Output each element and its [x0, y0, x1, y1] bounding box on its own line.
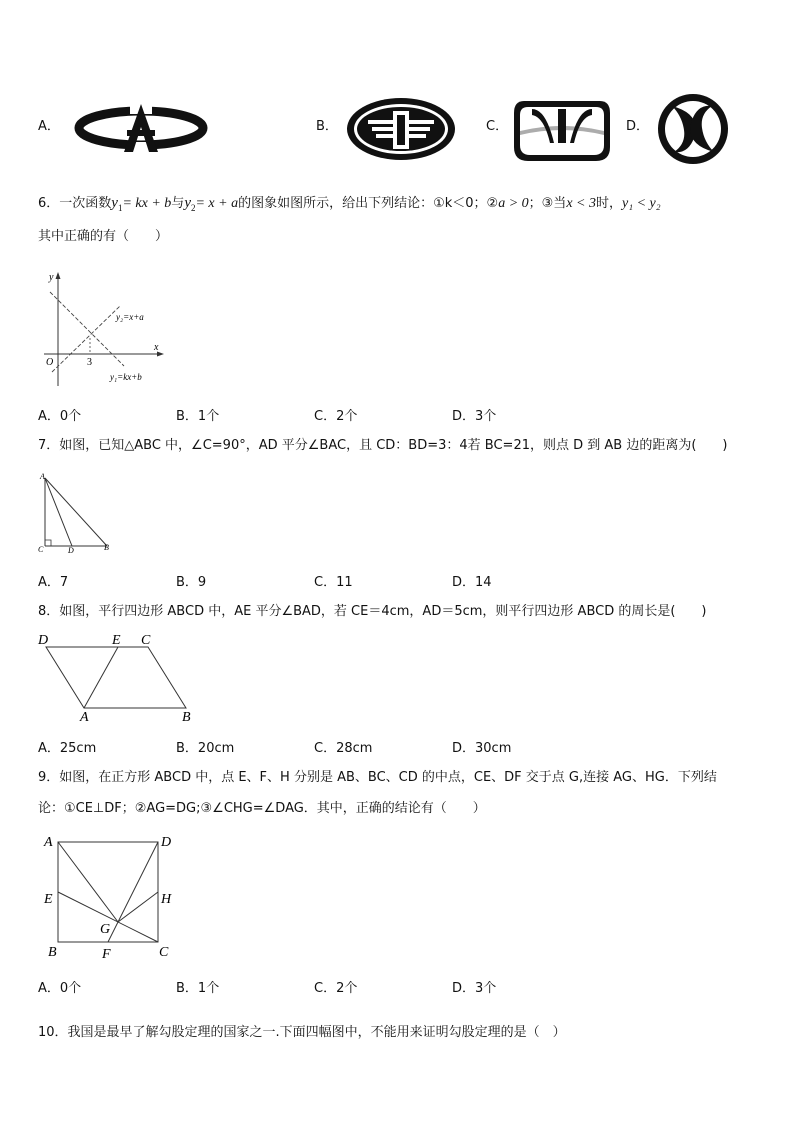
label-b: B	[182, 710, 191, 725]
label-f: F	[102, 947, 111, 962]
x-axis-label: x	[154, 342, 159, 353]
label-c: C	[38, 545, 44, 554]
q7-stem: 7．如图，已知△ABC 中，∠C=90°，AD 平分∠BAC，且 CD：BD=3：4若 BC=21，则点 D 到 AB 边的距离为( )	[38, 438, 728, 453]
q8-option-b[interactable]: B．20cm	[176, 741, 235, 756]
q6-option-a[interactable]: A．0个	[38, 409, 82, 424]
q6-option-b[interactable]: B．1个	[176, 409, 220, 424]
q6-stem-line2: 其中正确的有（ ）	[38, 229, 169, 244]
label-e: E	[44, 892, 53, 907]
q6-stem-line1: 6．一次函数$y_1=$ kx + b与$y_2= x + a$的图象如图所示，给出下列结论：①k＜0；②a > 0；③当x < 3时，y₁ < y₂	[38, 195, 661, 213]
origin-label: O	[46, 357, 54, 368]
q9-square-figure	[38, 830, 180, 964]
dongfeng-logo-icon	[654, 92, 732, 166]
q7-option-b[interactable]: B．9	[176, 575, 207, 590]
q10-stem: 10．我国是最早了解勾股定理的国家之一.下面四幅图中，不能用来证明勾股定理的是（ ）	[38, 1025, 566, 1040]
q8-option-d[interactable]: D．30cm	[452, 741, 512, 756]
line-y2	[52, 306, 120, 372]
q9-stem-line2: 论：①CE⊥DF；②AG=DG;③∠CHG=∠DAG．其中，正确的结论有（ ）	[38, 801, 486, 816]
label-a: A	[80, 710, 89, 725]
label-d: D	[68, 546, 74, 555]
q9-option-d[interactable]: D．3个	[452, 981, 497, 996]
q7-triangle-figure	[34, 470, 120, 556]
label-a: A	[44, 835, 53, 850]
q5-option-b-label: B．	[316, 119, 338, 134]
tick-3-label: 3	[87, 357, 92, 368]
faw-logo-icon	[344, 95, 458, 163]
label-g: G	[100, 922, 111, 937]
q8-option-c[interactable]: C．28cm	[314, 741, 373, 756]
y-axis-label: y	[49, 272, 54, 283]
q5-option-a-label: A．	[38, 119, 60, 134]
baic-logo-icon	[510, 95, 614, 165]
label-c: C	[141, 633, 151, 648]
label-e: E	[112, 633, 121, 648]
q9-option-b[interactable]: B．1个	[176, 981, 220, 996]
q7-option-c[interactable]: C．11	[314, 575, 353, 590]
q7-option-a[interactable]: A．7	[38, 575, 69, 590]
q5-option-d-label: D．	[626, 119, 650, 134]
q6-function-graph	[36, 268, 176, 392]
label-b: B	[48, 945, 57, 960]
label-d: D	[38, 633, 49, 648]
label-d: D	[161, 835, 172, 850]
q5-option-c-label: C．	[486, 119, 509, 134]
q6-option-d[interactable]: D．3个	[452, 409, 497, 424]
q8-parallelogram-figure	[34, 630, 200, 726]
q9-option-a[interactable]: A．0个	[38, 981, 82, 996]
line-y2-label: y₂=x+a	[116, 312, 144, 322]
chery-logo-icon	[72, 100, 210, 158]
q8-option-a[interactable]: A．25cm	[38, 741, 97, 756]
label-b: B	[104, 543, 109, 552]
q8-stem: 8．如图，平行四边形 ABCD 中，AE 平分∠BAD，若 CE＝4cm，AD＝5cm，则平行四边形 ABCD 的周长是( )	[38, 604, 707, 619]
q9-option-c[interactable]: C．2个	[314, 981, 358, 996]
label-h: H	[161, 892, 172, 907]
q9-stem-line1: 9．如图，在正方形 ABCD 中，点 E、F、H 分别是 AB、BC、CD 的中点，CE、DF 交于点 G,连接 AG、HG．下列结	[38, 770, 717, 785]
label-a: A	[40, 472, 45, 481]
q6-option-c[interactable]: C．2个	[314, 409, 358, 424]
label-c: C	[159, 945, 169, 960]
q7-option-d[interactable]: D．14	[452, 575, 492, 590]
line-y1	[50, 292, 124, 366]
line-y1-label: y₁=kx+b	[110, 372, 142, 382]
